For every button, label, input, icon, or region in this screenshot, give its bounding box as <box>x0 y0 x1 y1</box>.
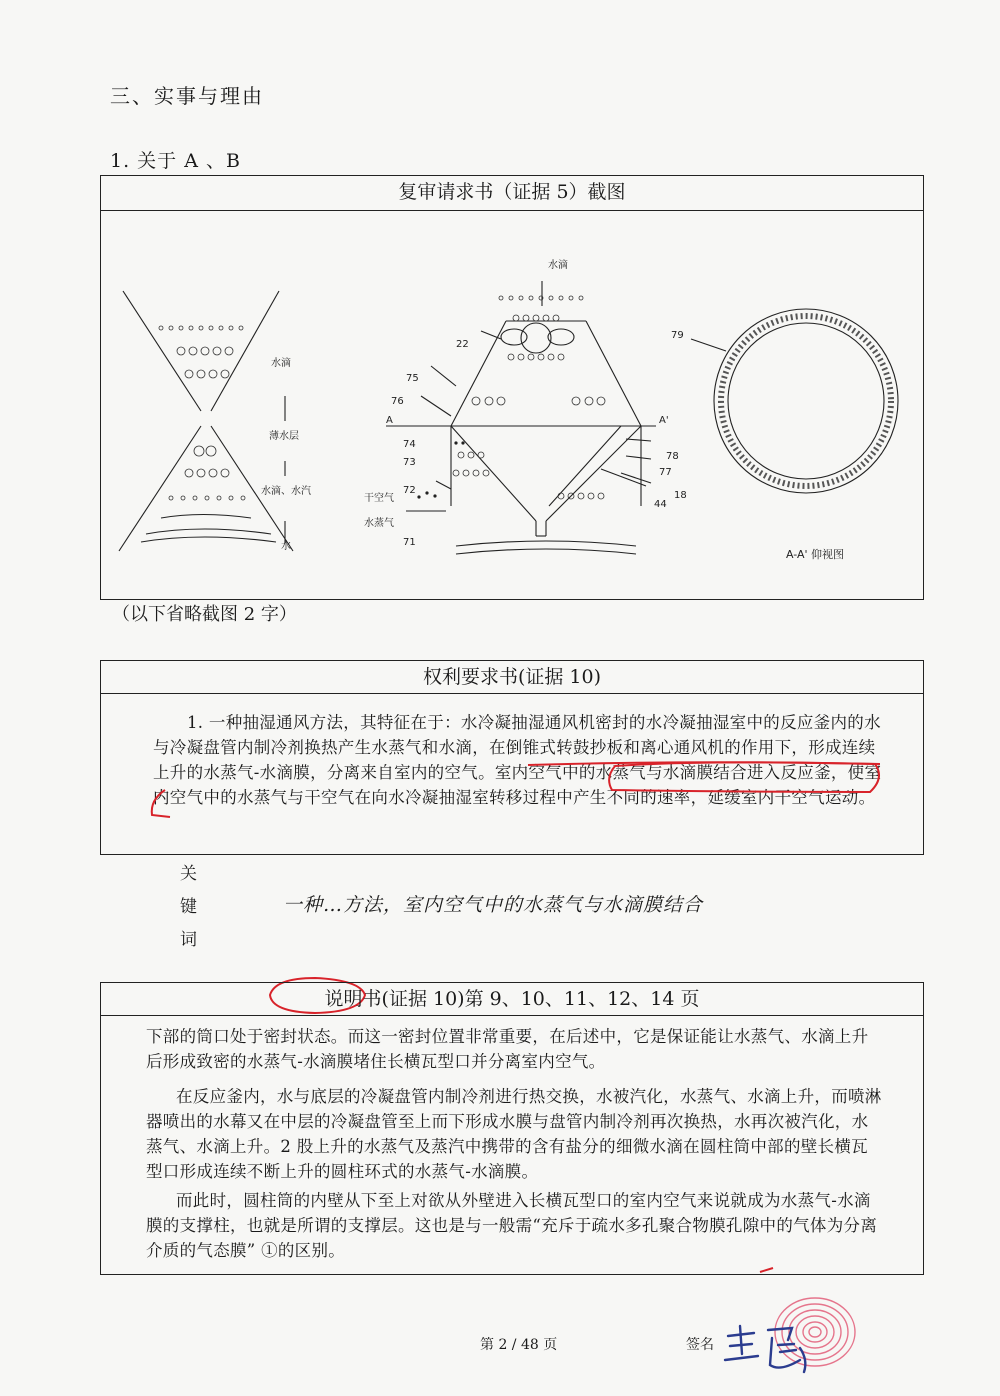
fig-b-section-a-left: A <box>386 415 393 426</box>
keywords-label-char-1: 键 <box>180 897 197 917</box>
subsection-title: 1. 关于 A 、B <box>110 150 241 172</box>
fig-a-label-1: 薄水层 <box>269 431 299 442</box>
keywords-label <box>180 858 200 957</box>
fig-b-num-18: 18 <box>674 490 687 501</box>
page-number: 第 2 / 48 页 <box>480 1337 558 1353</box>
fig-a-label-3: 水 <box>281 541 291 552</box>
fig-b-num-22: 22 <box>456 339 469 350</box>
fig-c-view-label: A-A' 仰视图 <box>786 548 845 561</box>
omitted-screenshot-note: （以下省略截图 2 字） <box>112 604 297 625</box>
fig-b-side-label-0: 干空气 <box>364 493 394 504</box>
fig-b-num-78: 78 <box>666 451 679 462</box>
spec-header-circled: 说明书 <box>324 988 382 1010</box>
fig-b-num-77: 77 <box>659 467 672 478</box>
signature-label: 签名 <box>686 1337 714 1353</box>
fig-b-num-76: 76 <box>391 396 404 407</box>
fig-a-label-2: 水滴、水汽 <box>261 486 311 497</box>
fig-b-section-a-right: A' <box>659 415 669 426</box>
section-title: 三、实事与理由 <box>110 84 264 108</box>
fig-a-label-0: 水滴 <box>271 358 291 369</box>
fingerprint-mark <box>775 1298 855 1366</box>
evidence5-header: 复审请求书（证据 5）截图 <box>101 176 923 211</box>
fig-b-side-label-1: 水蒸气 <box>364 518 394 529</box>
fig-b-num-71: 71 <box>403 537 416 548</box>
spec-box <box>100 982 924 1275</box>
keywords-label-char-2: 词 <box>180 930 197 950</box>
spec-paragraph-3: 而此时，圆柱筒的内壁从下至上对欲从外壁进入长横瓦型口的室内空气来说就成为水蒸气-水滴膜的支撑柱，也就是所谓的支撑层。这也是与一般需“充斥于疏水多孔聚合物膜孔隙中的气体为分离介质的气态膜” ①的区别。 <box>146 1191 878 1260</box>
fig-b-num-44: 44 <box>654 499 667 510</box>
fig-b-top-label: 水滴 <box>548 260 568 271</box>
spec-header <box>101 983 923 1016</box>
fig-b-num-75: 75 <box>406 373 419 384</box>
spec-header-rest: (证据 10)第 9、10、11、12、14 页 <box>381 988 700 1010</box>
fig-b-num-74: 74 <box>403 439 416 450</box>
fig-b-num-73: 73 <box>403 457 416 468</box>
claims-header: 权利要求书(证据 10) <box>101 661 923 694</box>
keywords-label-char-0: 关 <box>180 864 197 884</box>
handwritten-signature <box>725 1326 805 1372</box>
claims-paragraph: 1. 一种抽湿通风方法，其特征在于：水冷凝抽湿通风机密封的水冷凝抽湿室中的反应釜内的水与冷凝盘管内制冷剂换热产生水蒸气和水滴，在倒锥式转鼓抄板和离心通风机的作用下，形成连续上升的水蒸气-水滴膜，分离来自室内的空气。室内空气中的水蒸气与水滴膜结合进入反应釜，使室内空气中的水蒸气与干空气在向水冷凝抽湿室转移过程中产生不同的速率，延缓室内干空气运动。 <box>153 713 882 807</box>
fig-c-number: 79 <box>671 330 684 341</box>
fig-b-num-72: 72 <box>403 485 416 496</box>
keywords-text: 一种…方法，室内空气中的水蒸气与水滴膜结合 <box>283 894 704 916</box>
spec-paragraph-2: 在反应釜内，水与底层的冷凝盘管内制冷剂进行热交换，水被汽化，水蒸气、水滴上升，而喷淋器喷出的水幕又在中层的冷凝盘管至上而下形成水膜与盘管内制冷剂再次换热，水再次被汽化，水蒸气、水滴上升。2 股上升的水蒸气及蒸汽中携带的含有盐分的细微水滴在圆柱筒中部的壁长横瓦型口形成连续不断上升的圆柱环式的水蒸气-水滴膜。 <box>146 1087 882 1181</box>
signature-and-fingerprint <box>720 1290 870 1385</box>
spec-paragraph-1: 下部的筒口处于密封状态。而这一密封位置非常重要，在后述中，它是保证能让水蒸气、水滴上升后形成致密的水蒸气-水滴膜堵住长横瓦型口并分离室内空气。 <box>146 1027 869 1071</box>
